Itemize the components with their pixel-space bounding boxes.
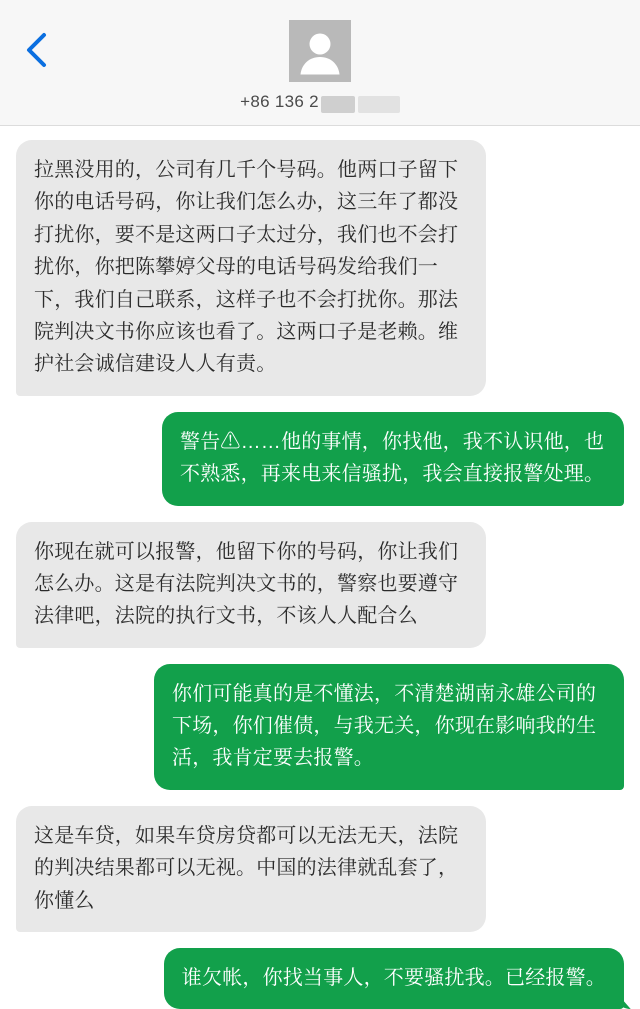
contact-phone-number xyxy=(0,92,640,114)
message-bubble-outgoing[interactable]: 你们可能真的是不懂法，不清楚湖南永雄公司的下场，你们催债，与我无关，你现在影响我的生活，我肯定要去报警。 xyxy=(154,664,624,790)
message-bubble-incoming[interactable]: 拉黑没用的，公司有几千个号码。他两口子留下你的电话号码，你让我们怎么办，这三年了都没打扰你，要不是这两口子太过分，我们也不会打扰你，你把陈攀婷父母的电话号码发给我们一下，我们自己联系，这样子也不会打扰你。那法院判决文书你应该也看了。这两口子是老赖。维护社会诚信建设人人有责。 xyxy=(16,140,486,396)
chevron-left-icon xyxy=(25,32,47,68)
person-avatar-icon xyxy=(289,20,351,82)
conversation-header xyxy=(0,0,640,126)
avatar[interactable] xyxy=(289,20,351,82)
message-bubble-incoming[interactable]: 这是车贷，如果车贷房贷都可以无法无天，法院的判决结果都可以无视。中国的法律就乱套了，你懂么 xyxy=(16,806,486,932)
phone-number-redaction xyxy=(321,94,400,114)
message-row xyxy=(16,412,624,506)
message-row xyxy=(16,664,624,790)
message-row xyxy=(16,948,624,1009)
back-button[interactable] xyxy=(16,30,56,70)
message-bubble-outgoing[interactable]: 谁欠帐，你找当事人，不要骚扰我。已经报警。 xyxy=(164,948,624,1009)
message-thread xyxy=(0,126,640,1009)
phone-number-text: +86 136 2 xyxy=(240,92,319,111)
message-bubble-incoming[interactable]: 你现在就可以报警，他留下你的号码，你让我们怎么办。这是有法院判决文书的，警察也要遵守法律吧，法院的执行文书，不该人人配合么 xyxy=(16,522,486,648)
message-row xyxy=(16,806,624,932)
message-bubble-outgoing[interactable]: 警告⚠……他的事情，你找他，我不认识他，也不熟悉，再来电来信骚扰，我会直接报警处理。 xyxy=(162,412,624,506)
message-row xyxy=(16,140,624,396)
message-row xyxy=(16,522,624,648)
